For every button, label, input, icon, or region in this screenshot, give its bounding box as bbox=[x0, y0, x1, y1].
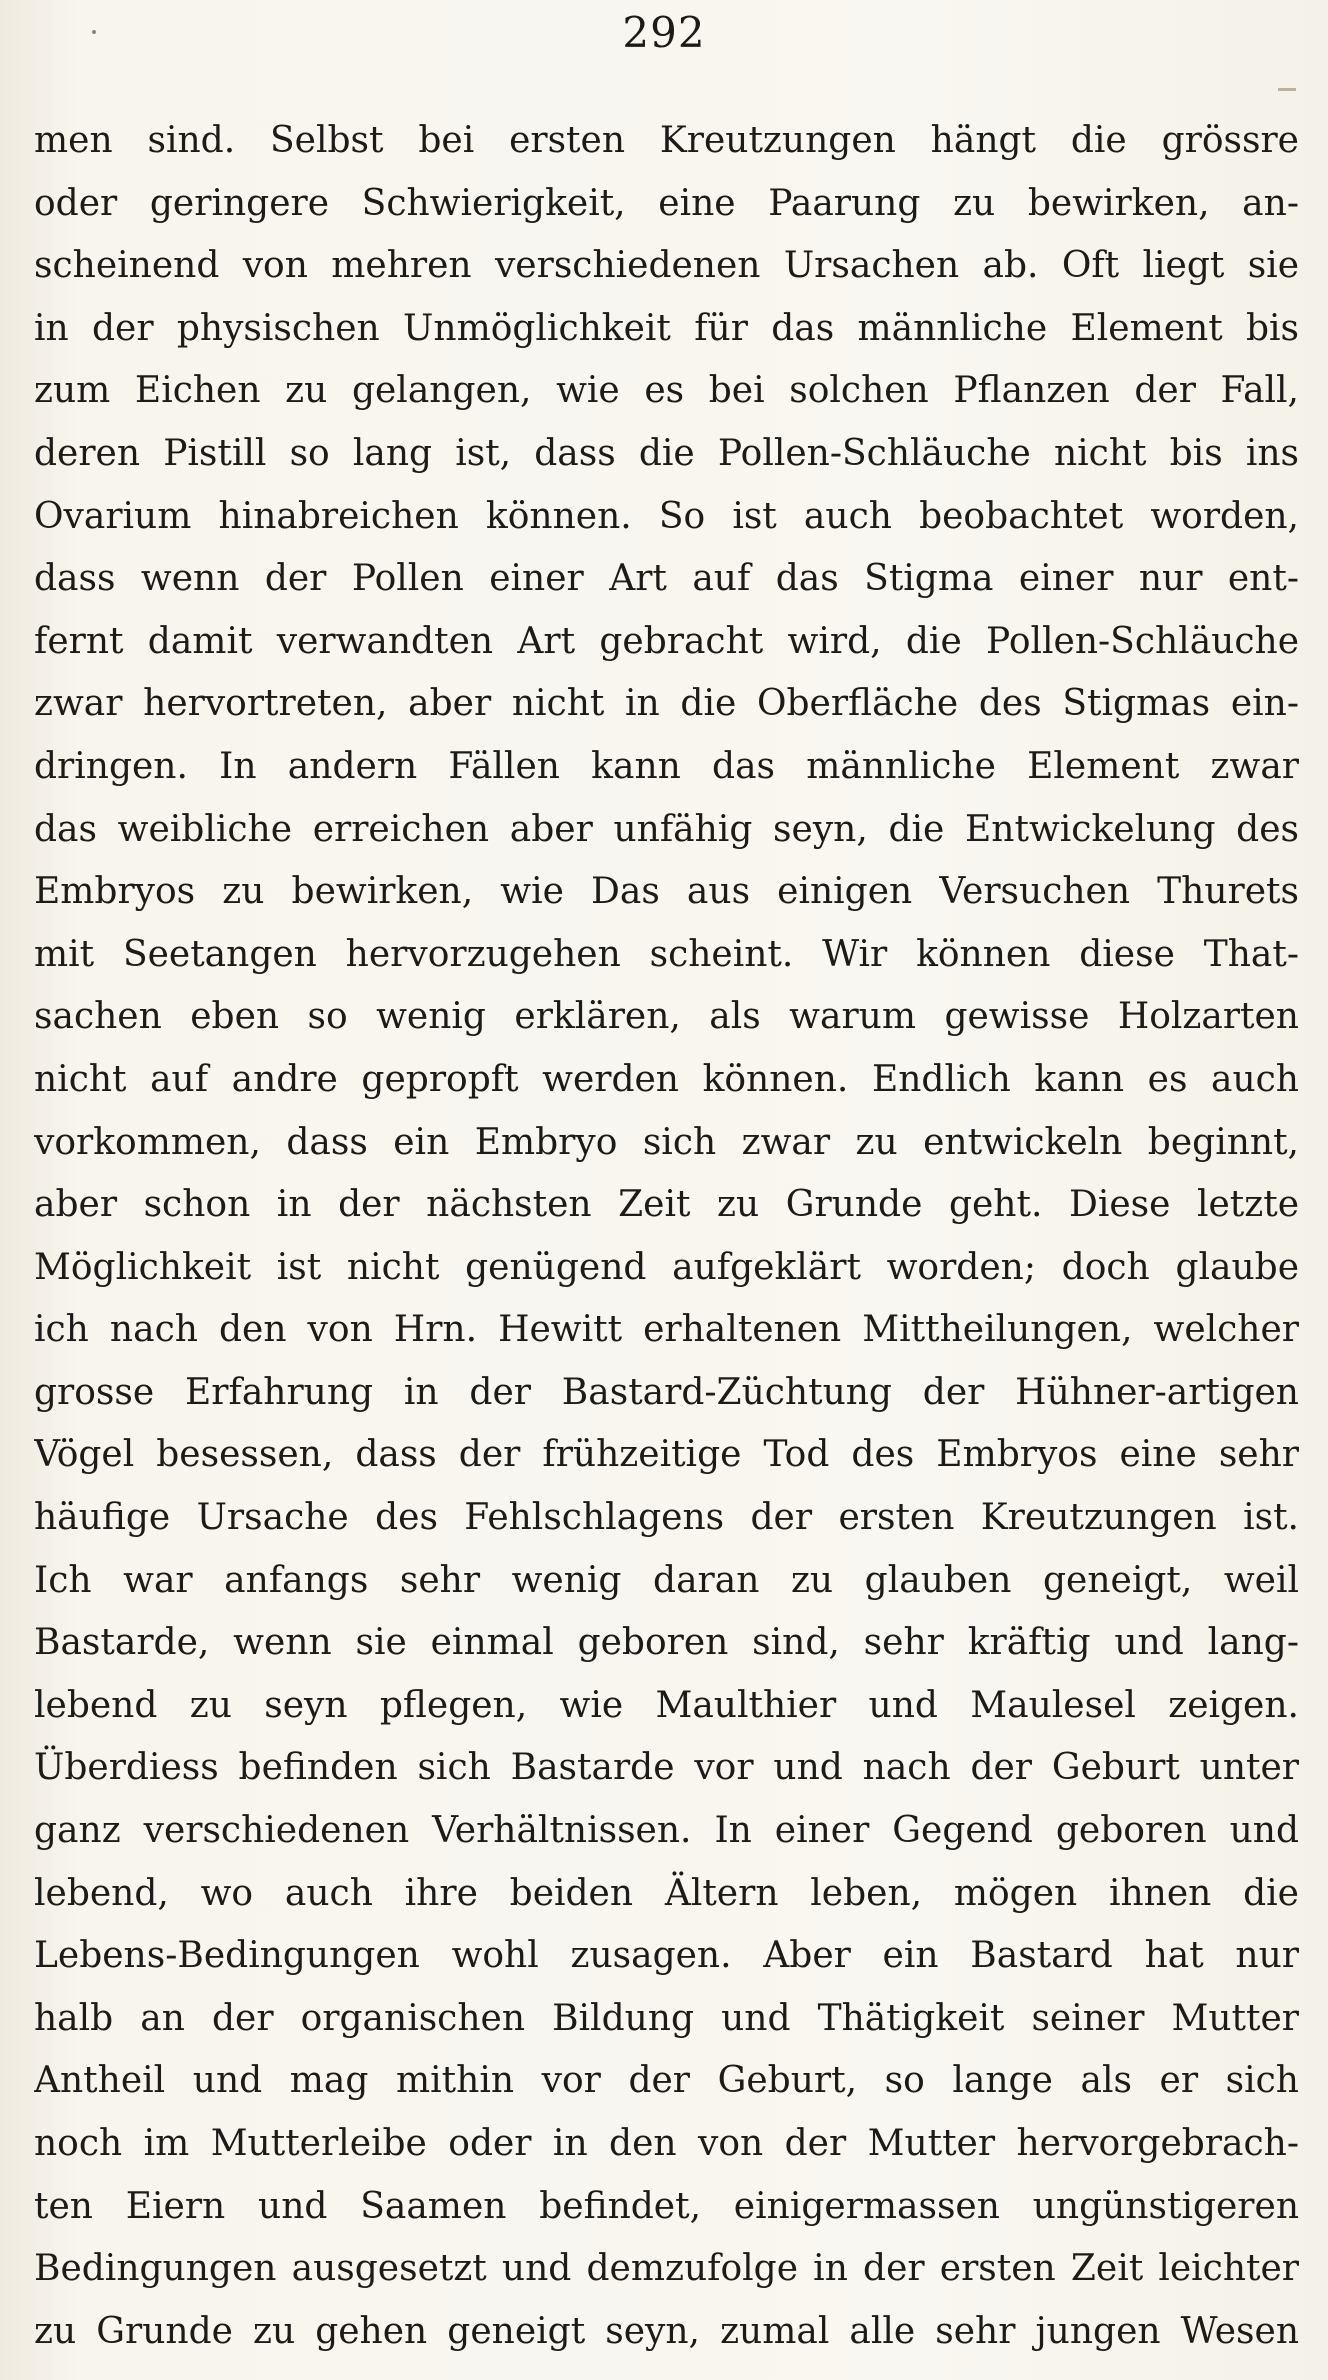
text-line: vorkommen, dass ein Embryo sich zwar zu entwickeln beginnt, bbox=[34, 1121, 1299, 1163]
page-number: 292 bbox=[622, 8, 706, 57]
text-line: men sind. Selbst bei ersten Kreutzungen hängt die grössre bbox=[34, 120, 1299, 161]
text-line: ten Eiern und Saamen befindet, einigermassen ungünstigeren bbox=[34, 2185, 1299, 2227]
text-line: noch im Mutterleibe oder in den von der Mutter hervorgebrach- bbox=[34, 2123, 1299, 2164]
text-line: Überdiess befinden sich Bastarde vor und nach der Geburt unter bbox=[34, 1747, 1299, 1789]
text-line: Lebens-Bedingungen wohl zusagen. Aber ein Bastard hat nur bbox=[34, 1935, 1299, 1977]
text-line: Ich war anfangs sehr wenig daran zu glauben geneigt, weil bbox=[34, 1559, 1299, 1601]
text-line: nicht auf andre gepropft werden können. Endlich kann es auch bbox=[34, 1058, 1299, 1100]
text-line: ganz verschiedenen Verhältnissen. In einer Gegend geboren und bbox=[34, 1810, 1299, 1852]
text-line: Ovarium hinabreichen können. So ist auch beobachtet worden, bbox=[34, 495, 1299, 537]
paper-mark bbox=[1278, 88, 1296, 91]
text-line: dringen. In andern Fällen kann das männliche Element zwar bbox=[34, 745, 1299, 787]
text-line: oder geringere Schwierigkeit, eine Paarung zu bewirken, an- bbox=[34, 182, 1299, 224]
text-line: zum Eichen zu gelangen, wie es bei solchen Pflanzen der Fall, bbox=[34, 370, 1299, 412]
text-line: häufige Ursache des Fehlschlagens der ersten Kreutzungen ist. bbox=[34, 1497, 1299, 1539]
text-line: fernt damit verwandten Art gebracht wird, die Pollen-Schläuche bbox=[34, 620, 1299, 662]
text-line: Antheil und mag mithin vor der Geburt, so lange als er sich bbox=[34, 2060, 1299, 2102]
text-line: deren Pistill so lang ist, dass die Pollen-Schläuche nicht bis ins bbox=[34, 432, 1299, 474]
text-line: zu Grunde zu gehen geneigt seyn, zumal alle sehr jungen Wesen bbox=[34, 2310, 1299, 2352]
text-line: das weibliche erreichen aber unfähig seyn, die Entwickelung des bbox=[34, 808, 1299, 850]
text-line: ich nach den von Hrn. Hewitt erhaltenen Mittheilungen, welcher bbox=[34, 1309, 1299, 1351]
text-line: halb an der organischen Bildung und Thätigkeit seiner Mutter bbox=[34, 1997, 1299, 2039]
text-line: lebend zu seyn pflegen, wie Maulthier und Maulesel zeigen. bbox=[34, 1684, 1299, 1726]
text-line: Möglichkeit ist nicht genügend aufgeklärt worden; doch glaube bbox=[34, 1246, 1299, 1288]
text-line: Bedingungen ausgesetzt und demzufolge in der ersten Zeit leichter bbox=[34, 2248, 1299, 2290]
text-line: Embryos zu bewirken, wie Das aus einigen Versuchen Thurets bbox=[34, 871, 1299, 913]
text-line: grosse Erfahrung in der Bastard-Züchtung der Hühner-artigen bbox=[34, 1371, 1299, 1413]
text-line: zwar hervortreten, aber nicht in die Oberfläche des Stigmas ein- bbox=[34, 683, 1299, 725]
text-line: mit Seetangen hervorzugehen scheint. Wir können diese That- bbox=[34, 933, 1299, 975]
text-line: dass wenn der Pollen einer Art auf das Stigma einer nur ent- bbox=[34, 558, 1299, 600]
text-line: scheinend von mehren verschiedenen Ursachen ab. Oft liegt sie bbox=[34, 245, 1299, 287]
text-line: aber schon in der nächsten Zeit zu Grunde geht. Diese letzte bbox=[34, 1184, 1299, 1226]
body-text bbox=[34, 110, 1299, 2363]
text-line: Vögel besessen, dass der frühzeitige Tod des Embryos eine sehr bbox=[34, 1434, 1299, 1476]
text-line: in der physischen Unmöglichkeit für das männliche Element bis bbox=[34, 307, 1299, 349]
text-line: lebend, wo auch ihre beiden Ältern leben, mögen ihnen die bbox=[34, 1872, 1299, 1914]
text-line: Bastarde, wenn sie einmal geboren sind, sehr kräftig und lang- bbox=[34, 1622, 1299, 1664]
text-line: sachen eben so wenig erklären, als warum gewisse Holzarten bbox=[34, 996, 1299, 1038]
